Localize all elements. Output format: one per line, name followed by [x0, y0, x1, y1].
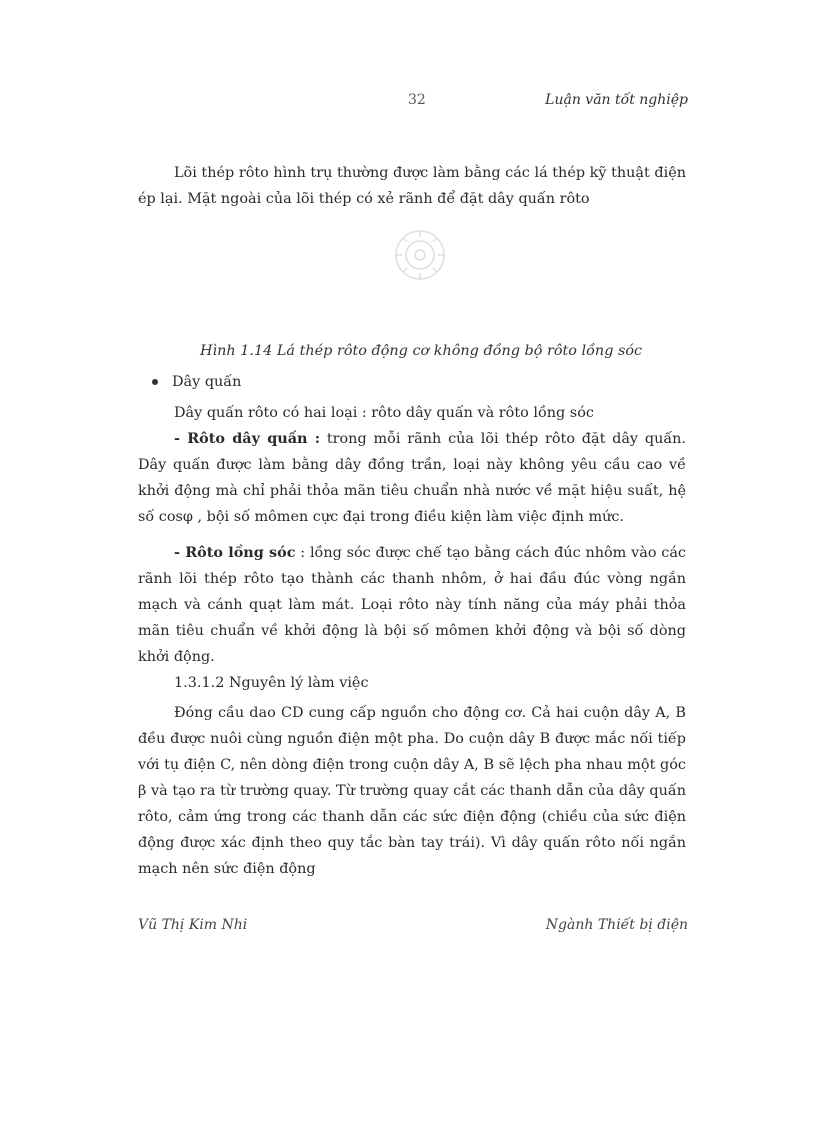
bullet-title: Dây quấn — [172, 374, 242, 390]
intro-paragraph: Lõi thép rôto hình trụ thường được làm bằng các lá thép kỹ thuật điện ép lại. Mặt ngoài của lõi thép có xẻ rãnh để đặt dây quấn rôto — [138, 165, 686, 207]
footer-author: Vũ Thị Kim Nhi — [138, 917, 248, 933]
winding-intro: Dây quấn rôto có hai loại : rôto dây quấn và rôto lồng sóc — [174, 405, 594, 421]
squirrel-cage-paragraph — [138, 540, 686, 670]
wound-rotor-paragraph — [138, 426, 686, 530]
footer-department: Ngành Thiết bị điện — [545, 917, 688, 933]
wound-rotor-text: trong mỗi rãnh của lõi thép rôto đặt dây quấn. Dây quấn được làm bằng dây đồng trần, loại này không yêu cầu cao về khởi động mà chỉ phải thỏa mãn tiêu chuẩn nhà nước về mặt hiệu suất, hệ số cosφ , bội số mômen cực đại trong điều kiện làm việc định mức. — [138, 431, 686, 525]
bullet-dot — [152, 379, 158, 385]
winding-bullet — [152, 374, 241, 390]
page-number: 32 — [408, 92, 426, 108]
rotor-lamination-figure — [390, 220, 450, 290]
figure-caption: Hình 1.14 Lá thép rôto động cơ không đồng bộ rôto lồng sóc — [200, 343, 643, 359]
squirrel-cage-text: : lồng sóc được chế tạo bằng cách đúc nhôm vào các rãnh lõi thép rôto tạo thành các thanh nhôm, ở hai đầu đúc vòng ngắn mạch và cánh quạt làm mát. Loại rôto này tính năng của máy phải thỏa mãn tiêu chuẩn về khởi động là bội số mômen khởi động và bội số dòng khởi động. — [138, 545, 686, 665]
wound-rotor-label: - Rôto dây quấn : — [174, 430, 321, 447]
working-principle-paragraph: Đóng cầu dao CD cung cấp nguồn cho động cơ. Cả hai cuộn dây A, B đều được nuôi cùng nguồn điện một pha. Do cuộn dây B được mắc nối tiếp với tụ điện C, nên dòng điện trong cuộn dây A, B sẽ lệch pha nhau một góc β và tạo ra từ trường quay. Từ trường quay cắt các thanh dẫn của dây quấn rôto, cảm ứng trong các thanh dẫn các sức điện động (chiều của sức điện động được xác định theo quy tắc bàn tay trái). Vì dây quấn rôto nối ngắn mạch nên sức điện động — [138, 705, 686, 877]
header-title: Luận văn tốt nghiệp — [545, 92, 688, 108]
section-heading: 1.3.1.2 Nguyên lý làm việc — [174, 675, 369, 691]
squirrel-cage-label: - Rôto lồng sóc — [174, 544, 296, 561]
